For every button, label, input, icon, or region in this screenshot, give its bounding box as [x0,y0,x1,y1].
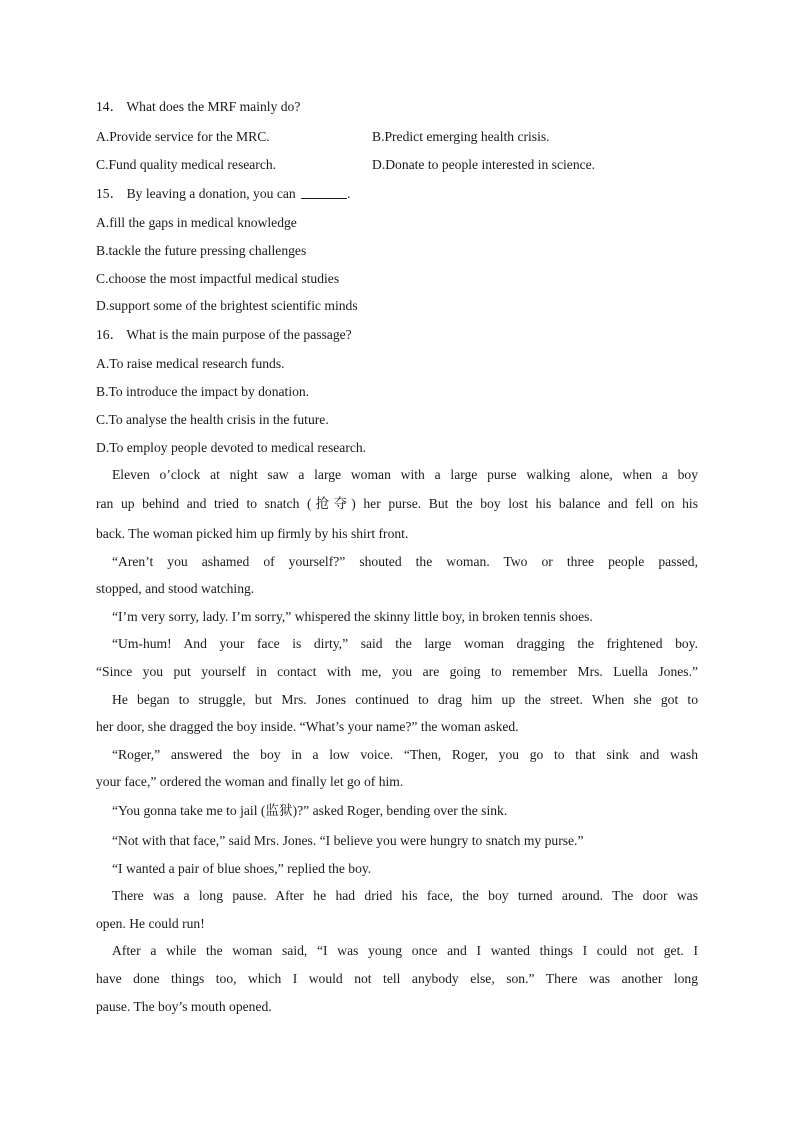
story-line: “Aren’t you ashamed of yourself?” shouted the woman. Two or three people passed, [112,554,698,569]
story-line: her door, she dragged the boy inside. “What’s your name?” the woman asked. [96,719,519,734]
question-14-option-b: B.Predict emerging health crisis. [372,129,550,144]
story-line: back. The woman picked him up firmly by his shirt front. [96,526,409,541]
question-14-option-d: D.Donate to people interested in science. [372,157,596,172]
question-16-option-c: C.To analyse the health crisis in the future. [96,412,329,427]
story-line: After a while the woman said, “I was young once and I wanted things I could not get. I [112,943,698,958]
question-16-option-b: B.To introduce the impact by donation. [96,384,310,399]
question-15-stem: 15． By leaving a donation, you can [96,186,300,201]
question-16-stem: 16． What is the main purpose of the passage? [96,327,352,342]
story-line: open. He could run! [96,916,205,931]
question-15-option-c: C.choose the most impactful medical studies [96,271,340,286]
question-14-stem: 14． What does the MRF mainly do? [96,99,301,114]
question-16-option-d: D.To employ people devoted to medical research. [96,440,367,455]
story-line: stopped, and stood watching. [96,581,255,596]
story-line: your face,” ordered the woman and finally let go of him. [96,774,404,789]
question-15-option-d: D.support some of the brightest scientific minds [96,298,358,313]
question-15-stem-end: . [347,186,351,201]
story-line: “Roger,” answered the boy in a low voice. “Then, Roger, you go to that sink and wash [112,747,698,762]
question-14-option-c: C.Fund quality medical research. [96,157,277,172]
story-line: There was a long pause. After he had dried his face, the boy turned around. The door was [112,888,698,903]
story-line: “I’m very sorry, lady. I’m sorry,” whispered the skinny little boy, in broken tennis shoes. [112,609,593,624]
question-16-option-a: A.To raise medical research funds. [96,356,285,371]
story-line: ran up behind and tried to snatch (抢夺) her purse. But the boy lost his balance and fell on his [96,496,698,511]
story-line: Eleven o’clock at night saw a large woman with a large purse walking alone, when a boy [112,467,698,482]
story-line: “Not with that face,” said Mrs. Jones. “I believe you were hungry to snatch my purse.” [112,833,584,848]
question-14-option-a: A.Provide service for the MRC. [96,129,270,144]
story-line: have done things too, which I would not tell anybody else, son.” There was another long [96,971,698,986]
story-line: “You gonna take me to jail (监狱)?” asked Roger, bending over the sink. [112,803,508,818]
question-14-options-row-2 [96,156,698,174]
story-line: “I wanted a pair of blue shoes,” replied the boy. [112,861,372,876]
story-line: “Um-hum! And your face is dirty,” said the large woman dragging the frightened boy. [112,636,698,651]
question-15-stem-line [96,185,698,203]
story-line: pause. The boy’s mouth opened. [96,999,272,1014]
question-15-option-b: B.tackle the future pressing challenges [96,243,307,258]
story-line: “Since you put yourself in contact with me, you are going to remember Mrs. Luella Jones.” [96,664,698,679]
story-line: He began to struggle, but Mrs. Jones continued to drag him up the street. When she got to [112,692,698,707]
question-15-option-a: A.fill the gaps in medical knowledge [96,215,297,230]
question-14-options-row-1 [96,128,698,146]
answer-blank [301,185,347,199]
